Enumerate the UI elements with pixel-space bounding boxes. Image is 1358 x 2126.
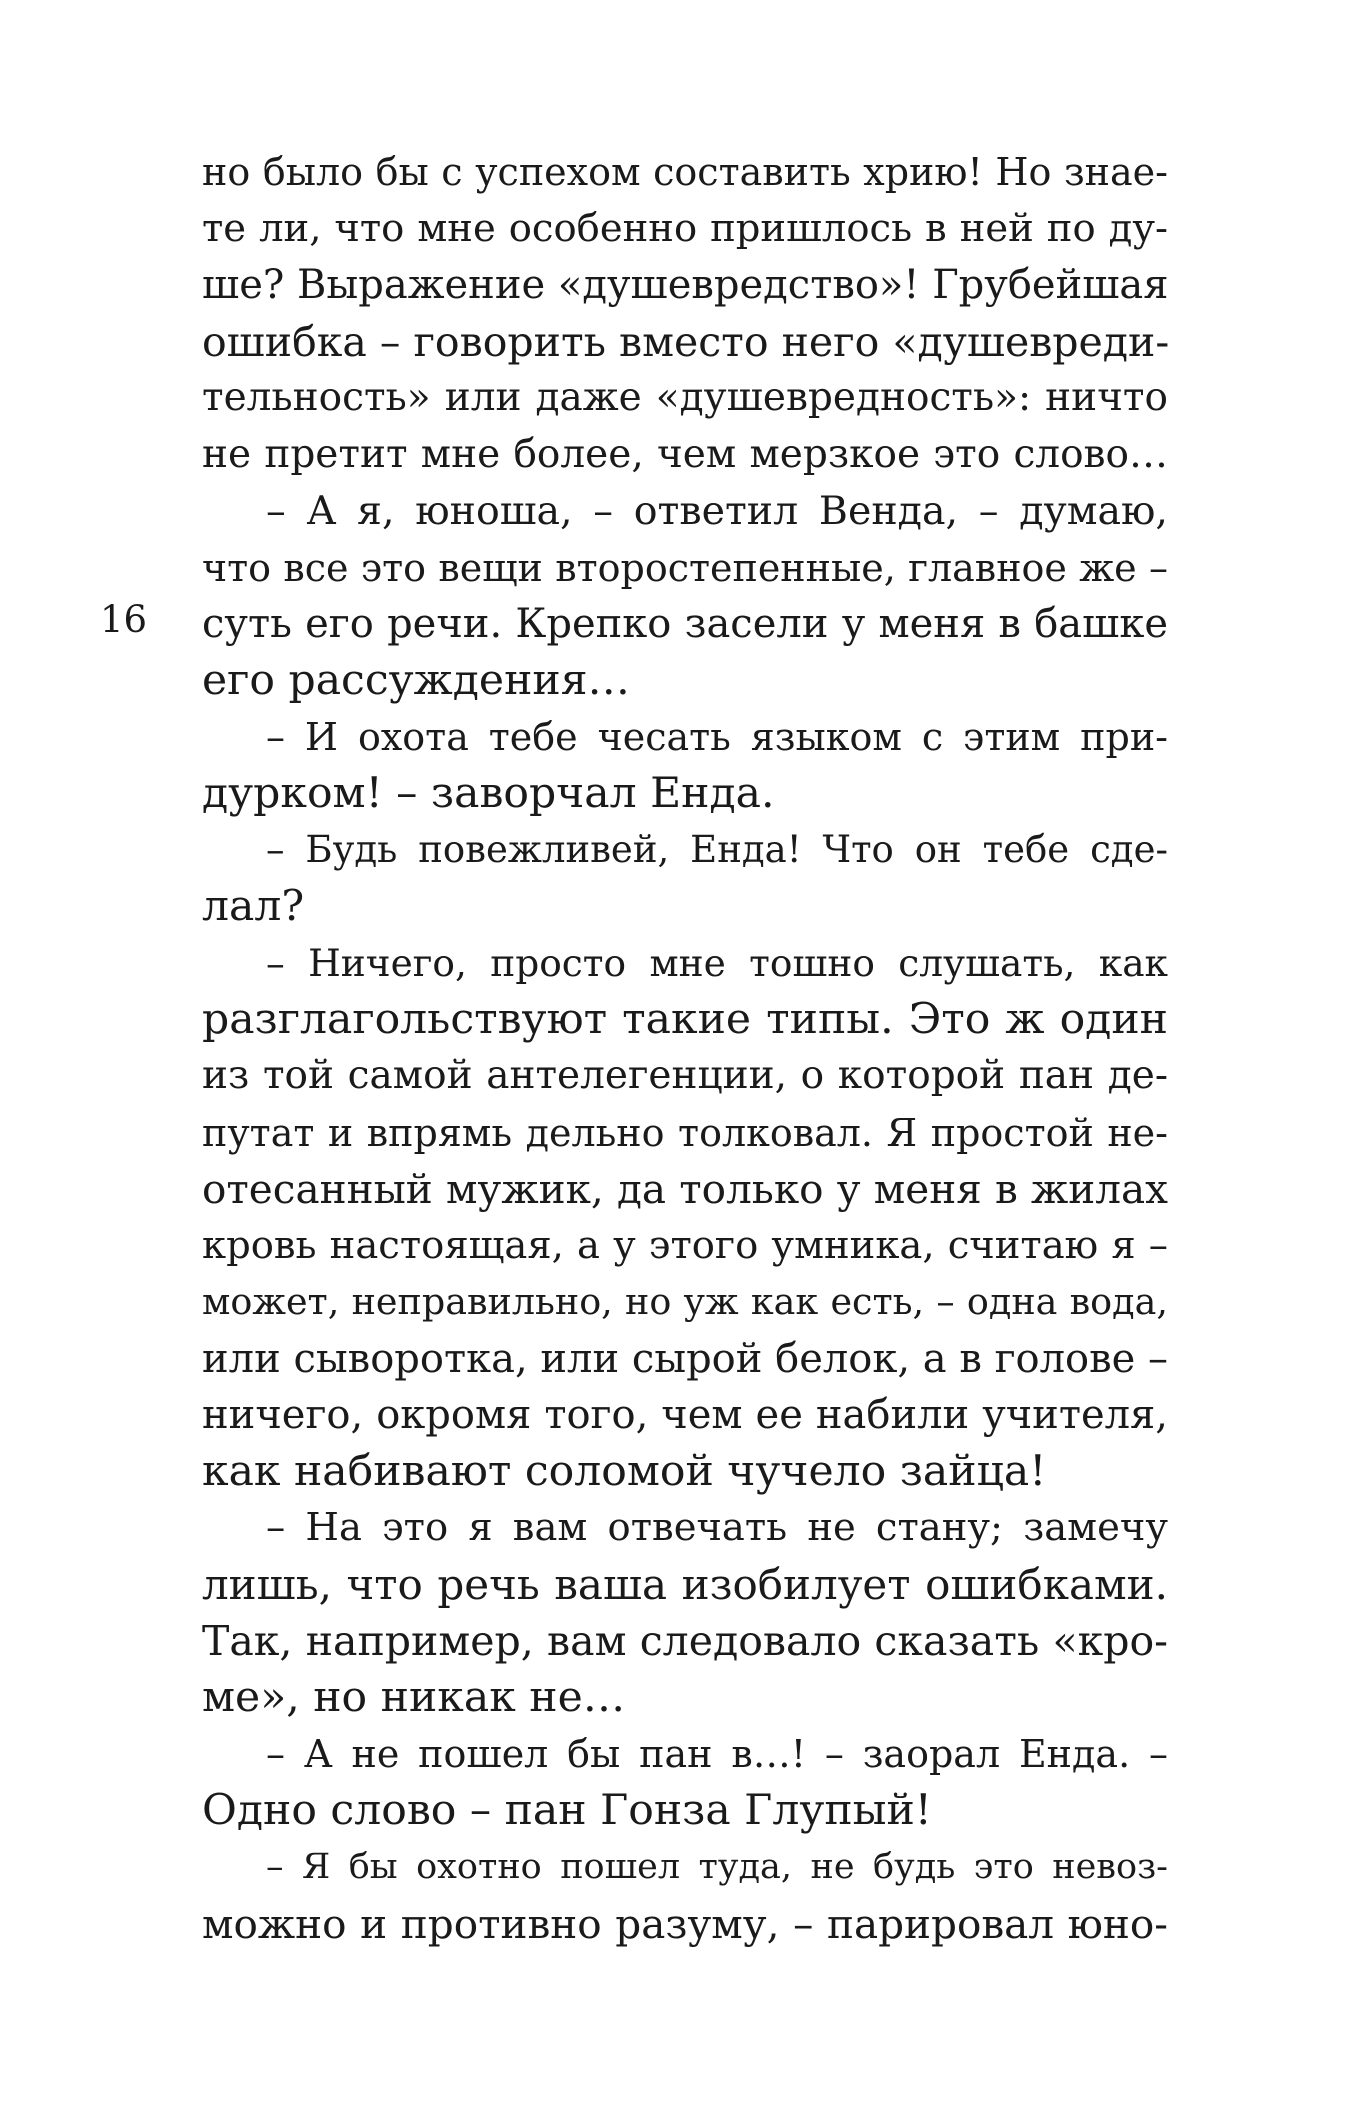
text-line: кровь настоящая, а у этого умника, считаю я –	[202, 1222, 1168, 1268]
text-line: разглагольствуют такие типы. Это ж один	[202, 994, 1168, 1044]
text-line: – А не пошел бы пан в…! – заорал Енда. –	[266, 1732, 1168, 1776]
text-line: Одно слово – пан Гонза Глупый!	[202, 1785, 932, 1835]
text-line: – Я бы охотно пошел туда, не будь это невоз-	[266, 1847, 1168, 1887]
text-line: ничего, окромя того, чем ее набили учителя,	[202, 1392, 1168, 1438]
text-line: его рассуждения…	[202, 655, 631, 705]
text-line: лишь, что речь ваша изобилует ошибками.	[202, 1559, 1168, 1609]
text-line: как набивают соломой чучело зайца!	[202, 1446, 1047, 1496]
body-text	[202, 144, 1168, 1952]
text-line: – А я, юноша, – ответил Венда, – думаю,	[266, 488, 1168, 534]
text-line: ше? Выражение «душевредство»! Грубейшая	[202, 262, 1169, 308]
text-line: суть его речи. Крепко засели у меня в башке	[202, 601, 1168, 647]
text-line: – Будь повежливей, Енда! Что он тебе сде-	[266, 828, 1168, 871]
text-line: дурком! – заворчал Енда.	[202, 768, 775, 818]
text-line: не претит мне более, чем мерзкое это слово…	[202, 431, 1168, 477]
text-line: или сыворотка, или сырой белок, а в голове –	[202, 1335, 1169, 1382]
text-line: можно и противно разуму, – парировал юно-	[202, 1899, 1168, 1948]
text-line: ошибка – говорить вместо него «душевреди-	[202, 317, 1170, 366]
text-line: путат и впрямь дельно толковал. Я простой не-	[202, 1110, 1168, 1155]
text-line: но было бы с успехом составить хрию! Но знае-	[202, 150, 1168, 194]
page-number: 16	[100, 598, 148, 641]
text-line: из той самой антелегенции, о которой пан де-	[202, 1053, 1168, 1098]
text-line: отесанный мужик, да только у меня в жилах	[202, 1165, 1168, 1213]
text-line: что все это вещи второстепенные, главное же –	[202, 545, 1168, 590]
text-line: ме», но никак не…	[202, 1672, 626, 1722]
text-line: – Ничего, просто мне тошно слушать, как	[266, 941, 1168, 985]
text-line: те ли, что мне особенно пришлось в ней по ду-	[202, 205, 1168, 251]
text-line: тельность» или даже «душевредность»: ничто	[202, 375, 1168, 420]
text-line: лал?	[202, 881, 305, 931]
text-line: – И охота тебе чесать языком с этим при-	[266, 715, 1168, 759]
text-line: может, неправильно, но уж как есть, – одна вода,	[202, 1280, 1168, 1323]
text-line: – На это я вам отвечать не стану; замечу	[266, 1505, 1168, 1550]
text-line: Так, например, вам следовало сказать «кро-	[202, 1617, 1168, 1665]
